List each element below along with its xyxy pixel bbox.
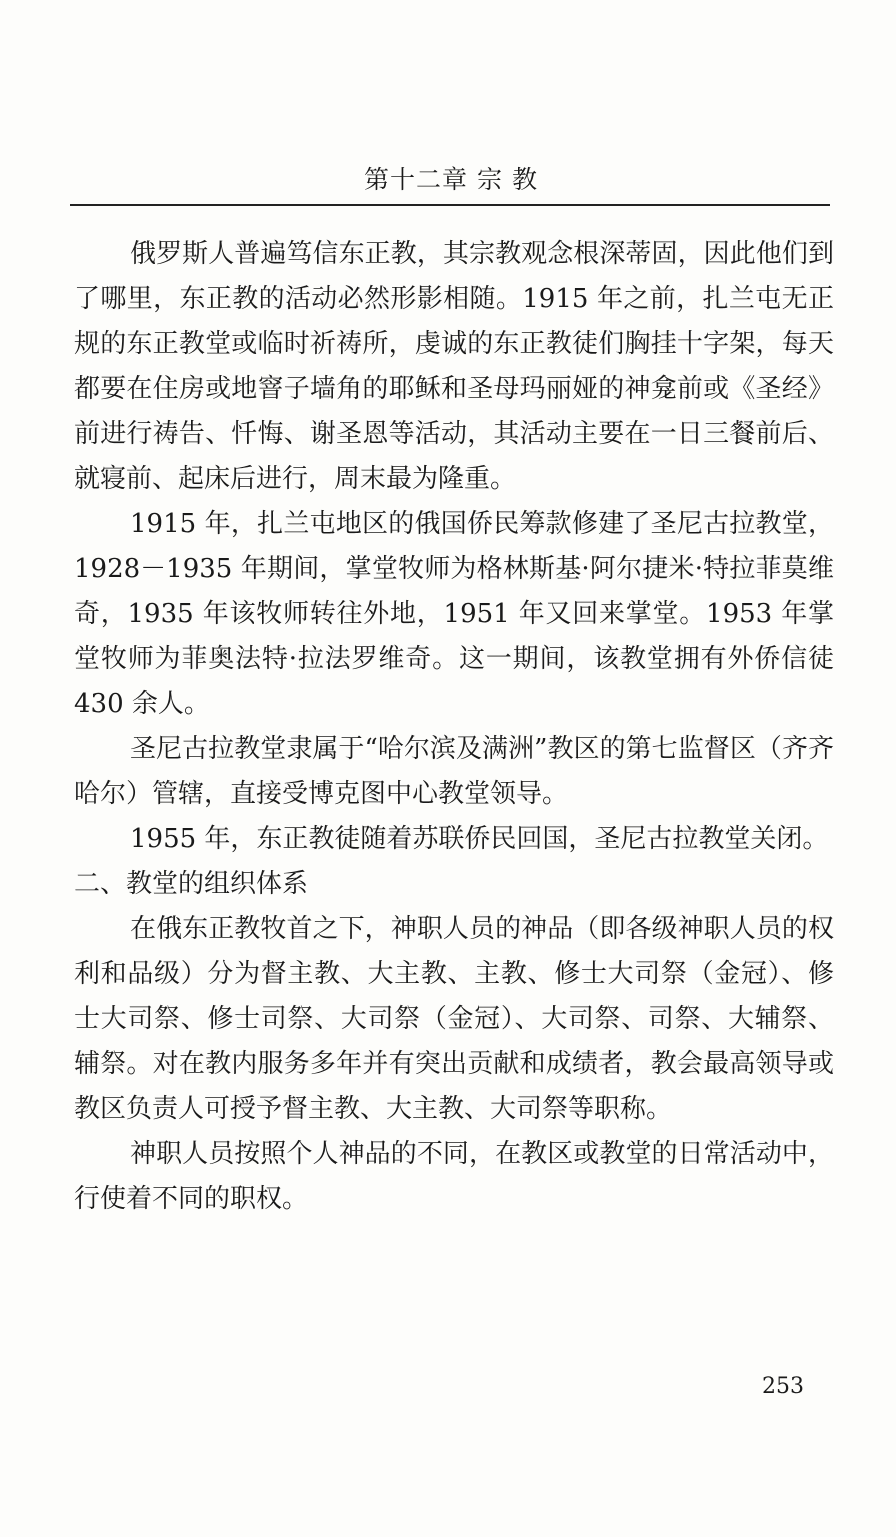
body-text xyxy=(74,232,834,1222)
paragraph: 1955 年，东正教徒随着苏联侨民回国，圣尼古拉教堂关闭。 xyxy=(130,824,829,854)
paragraph: 神职人员按照个人神品的不同，在教区或教堂的日常活动中，行使着不同的职权。 xyxy=(74,1139,834,1214)
paragraph: 1915 年，扎兰屯地区的俄国侨民筹款修建了圣尼古拉教堂，1928－1935 年期间，掌堂牧师为格林斯基·阿尔捷米·特拉菲莫维奇，1935 年该牧师转往外地，1951 年又回来掌堂。1953 年掌堂牧师为菲奥法特·拉法罗维奇。这一期间，该教堂拥有外侨信徒 430 余人。 xyxy=(74,509,834,719)
paragraph: 在俄东正教牧首之下，神职人员的神品（即各级神职人员的权利和品级）分为督主教、大主教、主教、修士大司祭（金冠）、修士大司祭、修士司祭、大司祭（金冠）、大司祭、司祭、大辅祭、辅祭。对在教内服务多年并有突出贡献和成绩者，教会最高领导或教区负责人可授予督主教、大主教、大司祭等职称。 xyxy=(74,914,834,1124)
header-rule xyxy=(70,204,830,206)
section-heading: 二、教堂的组织体系 xyxy=(74,869,309,899)
paragraph: 圣尼古拉教堂隶属于“哈尔滨及满洲”教区的第七监督区（齐齐哈尔）管辖，直接受博克图中心教堂领导。 xyxy=(74,734,834,809)
running-head: 第十二章 宗 教 xyxy=(364,165,538,194)
paragraph: 俄罗斯人普遍笃信东正教，其宗教观念根深蒂固，因此他们到了哪里，东正教的活动必然形影相随。1915 年之前，扎兰屯无正规的东正教堂或临时祈祷所，虔诚的东正教徒们胸挂十字架，每天都要在住房或地窨子墙角的耶稣和圣母玛丽娅的神龛前或《圣经》前进行祷告、忏悔、谢圣恩等活动，其活动主要在一日三餐前后、就寝前、起床后进行，周末最为隆重。 xyxy=(74,239,834,494)
page-number: 253 xyxy=(762,1374,804,1399)
